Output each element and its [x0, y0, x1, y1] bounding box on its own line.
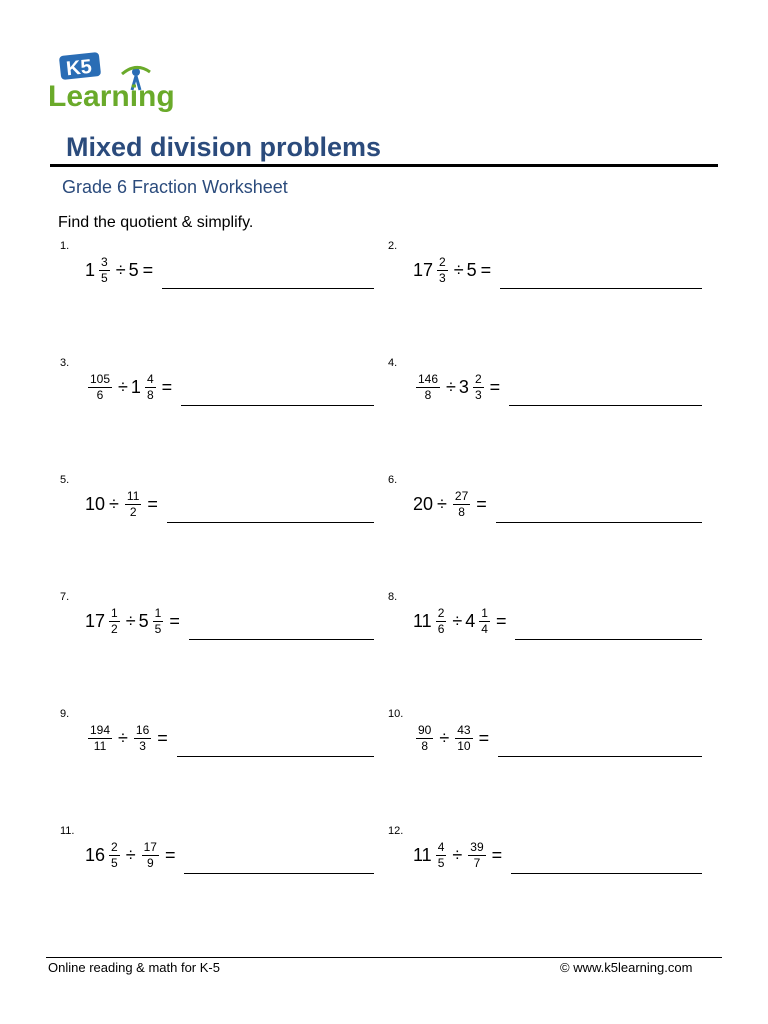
problem-number: 6.: [388, 474, 398, 486]
k5-learning-logo: [48, 50, 188, 114]
numerator: 4: [437, 839, 445, 854]
numerator: 27: [454, 488, 469, 503]
footer-copyright: © www.k5learning.com: [560, 960, 693, 975]
problem-3: [60, 357, 374, 407]
problem-expression: [413, 601, 509, 641]
whole-number: 17: [85, 610, 106, 631]
answer-line[interactable]: [498, 756, 702, 757]
denominator: 2: [111, 621, 118, 636]
denominator: 3: [139, 738, 146, 753]
page-subtitle: Grade 6 Fraction Worksheet: [62, 177, 288, 197]
problem-number: 9.: [60, 708, 70, 720]
numerator: 1: [154, 605, 162, 620]
fraction: [145, 373, 156, 402]
fraction: [479, 607, 490, 636]
answer-line[interactable]: [189, 639, 374, 640]
equals-sign: =: [142, 259, 154, 280]
denominator: 2: [129, 504, 137, 519]
problem-4: [388, 357, 702, 407]
division-operator: ÷: [446, 376, 456, 397]
fraction: [153, 607, 164, 636]
whole-number: 16: [85, 844, 106, 865]
whole-number: 17: [413, 259, 434, 280]
instructions: Find the quotient & simplify.: [58, 214, 254, 231]
numerator: 39: [470, 839, 484, 854]
problem-expression: [85, 250, 156, 290]
problem-expression: [85, 367, 175, 407]
answer-line[interactable]: [500, 288, 702, 289]
problem-number: 5.: [60, 474, 70, 486]
denominator: 5: [154, 621, 162, 636]
problem-11: [60, 825, 374, 875]
problem-expression: [413, 835, 505, 875]
equals-sign: =: [147, 493, 158, 514]
problem-9: [60, 708, 374, 758]
division-operator: ÷: [439, 727, 450, 748]
problem-number: 4.: [388, 357, 398, 369]
denominator: 9: [146, 855, 154, 870]
fraction: [99, 256, 110, 285]
problem-5: [60, 474, 374, 524]
whole-number: 1: [85, 259, 96, 280]
answer-line[interactable]: [184, 873, 374, 874]
problem-12: [388, 825, 702, 875]
equals-sign: =: [164, 844, 176, 865]
denominator: 6: [96, 387, 104, 402]
numerator: 90: [418, 722, 432, 737]
denominator: 8: [424, 387, 432, 402]
equals-sign: =: [157, 727, 168, 748]
answer-line[interactable]: [511, 873, 702, 874]
division-operator: ÷: [118, 727, 128, 748]
numerator: 3: [101, 254, 108, 269]
whole-number: 10: [85, 493, 106, 514]
page-title: Mixed division problems: [66, 132, 382, 162]
problem-number: 2.: [388, 240, 398, 252]
whole-number: 4: [465, 610, 476, 631]
svg-text:Learning: Learning: [48, 80, 175, 113]
numerator: 1: [111, 605, 118, 620]
problem-8: [388, 591, 702, 641]
fraction: [88, 373, 112, 402]
problem-expression: [413, 718, 492, 758]
problem-10: [388, 708, 702, 758]
division-operator: ÷: [115, 259, 126, 280]
equals-sign: =: [489, 376, 501, 397]
numerator: 2: [439, 254, 446, 269]
numerator: 11: [126, 488, 140, 503]
division-operator: ÷: [452, 610, 463, 631]
fraction: [473, 373, 484, 402]
numerator: 2: [111, 839, 118, 854]
fraction: [109, 841, 120, 870]
equals-sign: =: [491, 844, 503, 865]
denominator: 6: [437, 621, 445, 636]
numerator: 4: [146, 371, 154, 386]
fraction: [468, 841, 485, 870]
numerator: 146: [418, 371, 439, 386]
answer-line[interactable]: [515, 639, 702, 640]
denominator: 10: [457, 738, 471, 753]
problem-expression: [85, 835, 178, 875]
equals-sign: =: [495, 610, 507, 631]
denominator: 5: [111, 855, 118, 870]
numerator: 2: [437, 605, 445, 620]
problem-number: 11.: [60, 825, 75, 837]
problem-number: 1.: [60, 240, 70, 252]
problem-expression: [413, 250, 494, 290]
fraction: [109, 607, 120, 636]
denominator: 5: [437, 855, 445, 870]
answer-line[interactable]: [177, 756, 374, 757]
answer-line[interactable]: [496, 522, 702, 523]
denominator: 7: [473, 855, 481, 870]
whole-number: 5: [466, 259, 477, 280]
fraction: [134, 724, 151, 753]
division-operator: ÷: [452, 844, 463, 865]
fraction: [436, 607, 447, 636]
division-operator: ÷: [118, 376, 128, 397]
fraction: [436, 841, 447, 870]
whole-number: 3: [458, 376, 469, 397]
problem-7: [60, 591, 374, 641]
whole-number: 5: [138, 610, 149, 631]
numerator: 105: [90, 371, 111, 386]
fraction: [88, 724, 112, 753]
whole-number: 1: [130, 376, 141, 397]
problem-expression: [85, 484, 161, 524]
answer-line[interactable]: [181, 405, 374, 406]
title-divider: [50, 164, 718, 167]
problem-expression: [85, 601, 183, 641]
problem-number: 8.: [388, 591, 398, 603]
numerator: 43: [457, 722, 471, 737]
numerator: 194: [90, 722, 111, 737]
equals-sign: =: [169, 610, 180, 631]
problem-6: [388, 474, 702, 524]
denominator: 3: [474, 387, 482, 402]
problem-1: [60, 240, 374, 290]
fraction: [125, 490, 141, 519]
division-operator: ÷: [125, 610, 136, 631]
division-operator: ÷: [453, 259, 464, 280]
answer-line[interactable]: [162, 288, 374, 289]
answer-line[interactable]: [509, 405, 702, 406]
whole-number: 11: [413, 610, 432, 631]
numerator: 1: [481, 605, 488, 620]
fraction: [416, 373, 440, 402]
problem-number: 3.: [60, 357, 70, 369]
denominator: 8: [146, 387, 154, 402]
equals-sign: =: [478, 727, 490, 748]
fraction: [416, 724, 433, 753]
problem-number: 12.: [388, 825, 404, 837]
denominator: 8: [421, 738, 429, 753]
whole-number: 5: [128, 259, 139, 280]
svg-text:K5: K5: [65, 55, 93, 81]
problem-number: 7.: [60, 591, 70, 603]
equals-sign: =: [480, 259, 492, 280]
division-operator: ÷: [125, 844, 136, 865]
fraction: [142, 841, 159, 870]
answer-line[interactable]: [167, 522, 374, 523]
numerator: 17: [143, 839, 157, 854]
problem-expression: [413, 367, 503, 407]
footer-divider: [46, 957, 722, 958]
fraction: [455, 724, 472, 753]
denominator: 11: [93, 738, 107, 753]
fraction: [437, 256, 448, 285]
denominator: 5: [101, 270, 108, 285]
numerator: 16: [135, 722, 150, 737]
problem-expression: [85, 718, 171, 758]
fraction: [453, 490, 470, 519]
problem-expression: [413, 484, 490, 524]
equals-sign: =: [476, 493, 487, 514]
whole-number: 11: [413, 844, 432, 865]
division-operator: ÷: [109, 493, 119, 514]
denominator: 8: [458, 504, 465, 519]
denominator: 3: [439, 270, 446, 285]
footer-tagline: Online reading & math for K-5: [48, 960, 220, 975]
denominator: 4: [481, 621, 488, 636]
equals-sign: =: [161, 376, 173, 397]
division-operator: ÷: [437, 493, 447, 514]
whole-number: 20: [413, 493, 434, 514]
problem-number: 10.: [388, 708, 404, 720]
numerator: 2: [474, 371, 482, 386]
problem-2: [388, 240, 702, 290]
